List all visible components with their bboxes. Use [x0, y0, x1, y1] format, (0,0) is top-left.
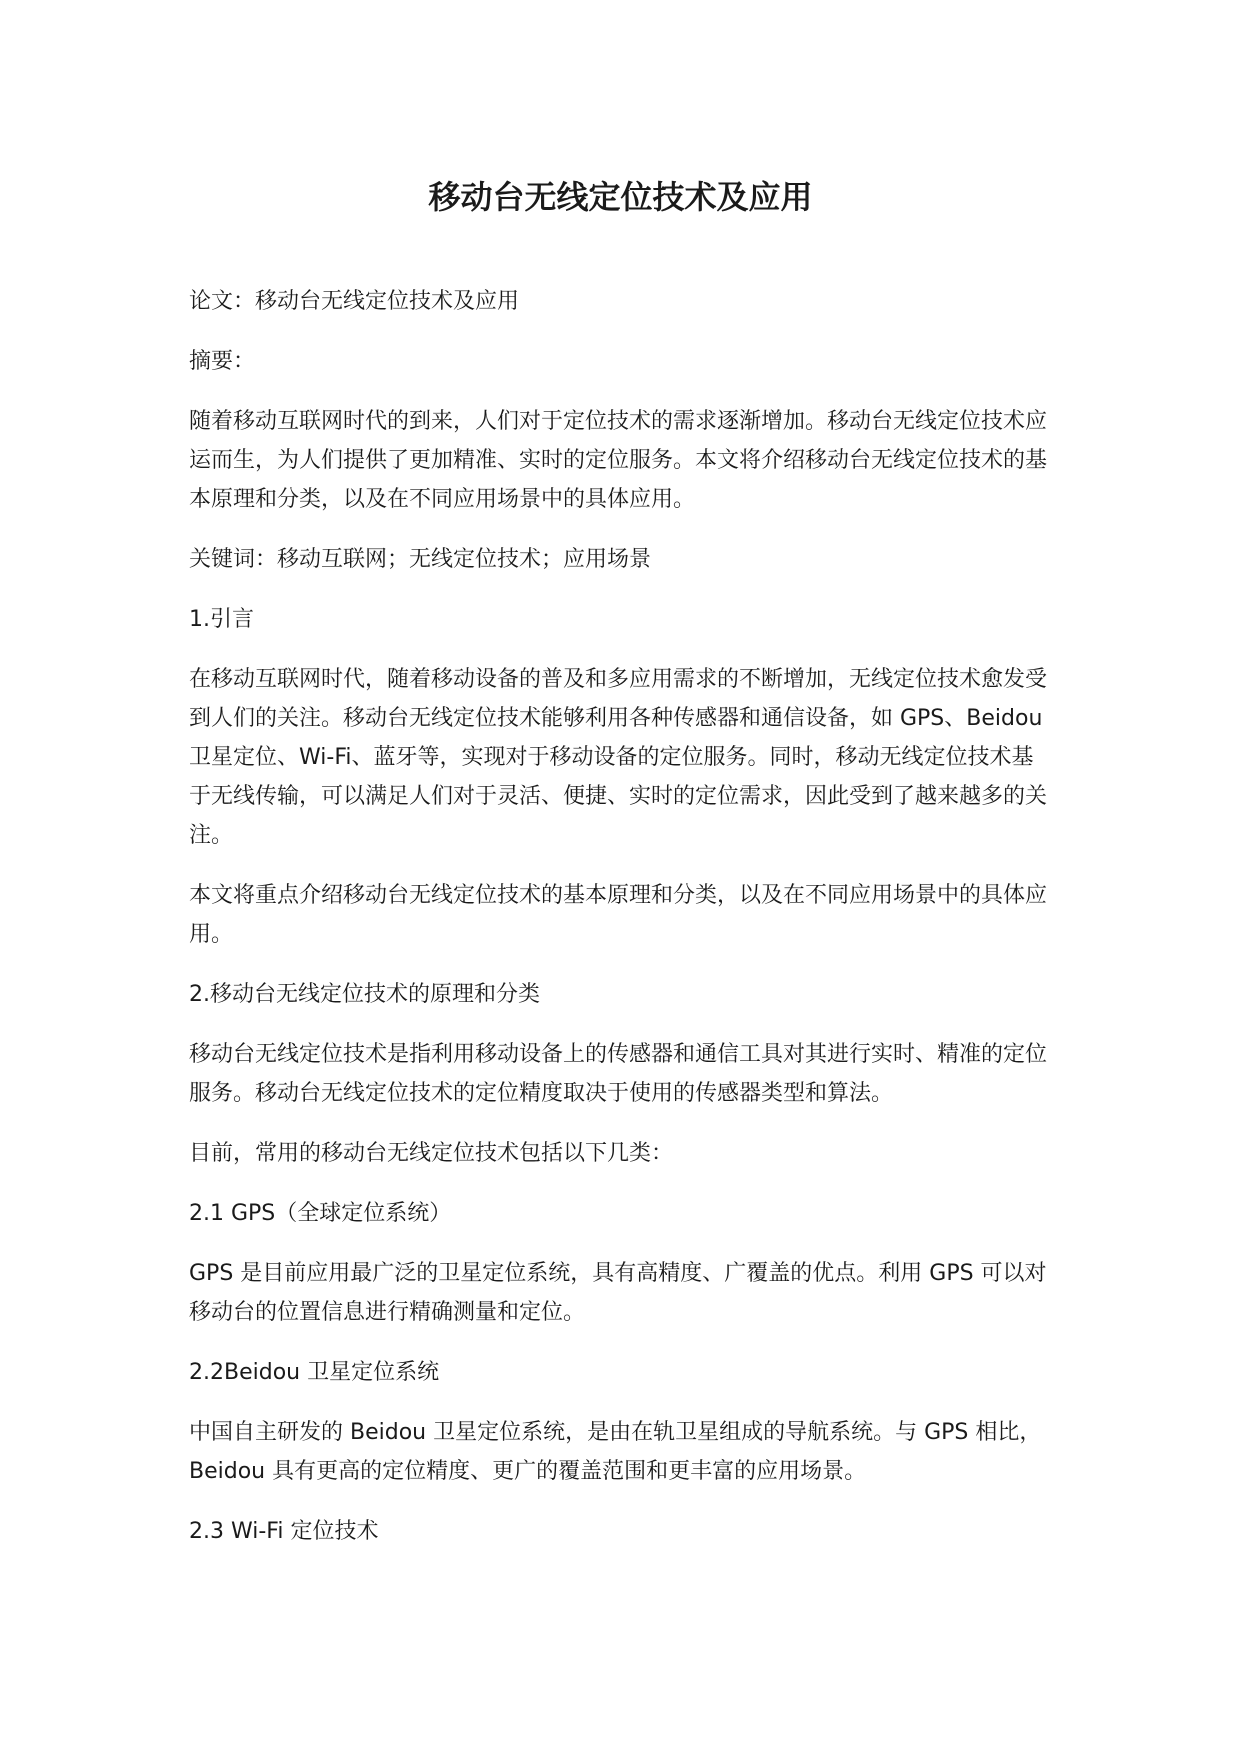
- paper-label: 论文：移动台无线定位技术及应用: [189, 289, 520, 314]
- paragraph: 中国自主研发的 Beidou 卫星定位系统，是由在轨卫星组成的导航系统。与 GPS 相比，Beidou 具有更高的定位精度、更广的覆盖范围和更丰富的应用场景。: [189, 1420, 1042, 1484]
- subsection-heading-2-2: 2.2Beidou 卫星定位系统: [189, 1360, 440, 1385]
- paragraph: 目前，常用的移动台无线定位技术包括以下几类：: [189, 1141, 674, 1166]
- section-heading-1: 1.引言: [189, 607, 254, 632]
- paragraph: 移动台无线定位技术是指利用移动设备上的传感器和通信工具对其进行实时、精准的定位服务。移动台无线定位技术的定位精度取决于使用的传感器类型和算法。: [189, 1042, 1048, 1106]
- paragraph: 在移动互联网时代，随着移动设备的普及和多应用需求的不断增加，无线定位技术愈发受到人们的关注。移动台无线定位技术能够利用各种传感器和通信设备，如 GPS、Beidou 卫星定位、Wi-Fi、蓝牙等，实现对于移动设备的定位服务。同时，移动无线定位技术基于无线传输，可以满足人们对于灵活、便捷、实时的定位需求，因此受到了越来越多的关注。: [189, 667, 1048, 848]
- section-heading-2: 2.移动台无线定位技术的原理和分类: [189, 982, 540, 1007]
- abstract-text: 随着移动互联网时代的到来，人们对于定位技术的需求逐渐增加。移动台无线定位技术应运而生，为人们提供了更加精准、实时的定位服务。本文将介绍移动台无线定位技术的基本原理和分类，以及在不同应用场景中的具体应用。: [189, 409, 1048, 512]
- abstract-heading: 摘要：: [189, 349, 256, 374]
- subsection-heading-2-3: 2.3 Wi-Fi 定位技术: [189, 1519, 379, 1544]
- document-body: [189, 282, 1055, 1572]
- subsection-heading-2-1: 2.1 GPS（全球定位系统）: [189, 1201, 452, 1226]
- keywords: 关键词：移动互联网；无线定位技术；应用场景: [189, 547, 652, 572]
- paragraph: GPS 是目前应用最广泛的卫星定位系统，具有高精度、广覆盖的优点。利用 GPS 可以对移动台的位置信息进行精确测量和定位。: [189, 1261, 1047, 1325]
- document-title: 移动台无线定位技术及应用: [428, 178, 813, 216]
- paragraph: 本文将重点介绍移动台无线定位技术的基本原理和分类，以及在不同应用场景中的具体应用。: [189, 883, 1048, 947]
